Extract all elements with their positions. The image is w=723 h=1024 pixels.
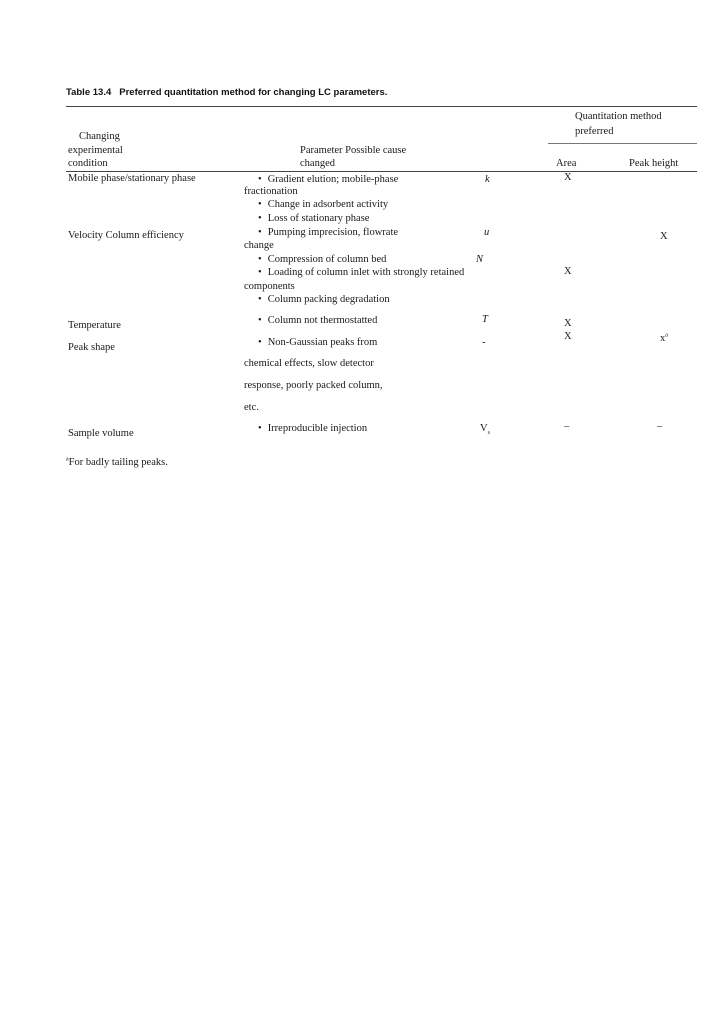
peak-height-mark: X	[660, 231, 668, 242]
parameter-u: u	[484, 227, 490, 238]
parameter-dash: -	[482, 337, 486, 348]
peak-height-mark: $x^a$	[660, 332, 668, 344]
cause-item: • Loading of column inlet with strongly retained	[258, 267, 465, 278]
header-bottom-rule	[66, 171, 697, 172]
row-condition-temperature: Temperature	[68, 320, 121, 331]
header-changed: changed	[300, 158, 335, 169]
row-condition-mobile-phase: Mobile phase/stationary phase	[68, 173, 196, 184]
peak-height-dash: –	[657, 421, 663, 432]
row-condition-peak-shape: Peak shape	[68, 342, 115, 353]
cause-continuation: response, poorly packed column,	[244, 380, 383, 391]
parameter-k: k	[485, 174, 490, 185]
cause-continuation: chemical effects, slow detector	[244, 358, 374, 369]
cause-item: • Column not thermostatted	[258, 315, 378, 326]
cause-continuation: change	[244, 240, 274, 251]
cause-item: • Gradient elution; mobile-phase	[258, 174, 399, 185]
row-condition-sample-volume: Sample volume	[68, 428, 134, 439]
header-parameter-cause: Parameter Possible cause	[300, 145, 407, 156]
cause-continuation: fractionation	[244, 186, 298, 197]
parameter-vs: $V_s$	[480, 423, 490, 437]
area-mark: X	[564, 266, 572, 277]
footnote: $^a$For badly tailing peaks.	[66, 456, 168, 468]
cause-item: • Compression of column bed	[258, 254, 387, 265]
header-changing: Changing	[79, 131, 120, 142]
parameter-t: T	[482, 314, 488, 325]
table-top-rule	[66, 106, 697, 107]
header-experimental: experimental	[68, 145, 123, 156]
cause-item: • Loss of stationary phase	[258, 213, 370, 224]
area-mark: X	[564, 318, 572, 329]
header-quantitation-method: Quantitation method	[575, 111, 662, 122]
cause-item: • Pumping imprecision, flowrate	[258, 227, 399, 238]
area-dash: –	[564, 421, 570, 432]
cause-continuation: components	[244, 281, 295, 292]
parameter-n: N	[476, 254, 484, 265]
header-condition: condition	[68, 158, 108, 169]
area-mark: X	[564, 172, 572, 183]
header-preferred: preferred	[575, 126, 614, 137]
table-number: Table 13.4	[66, 87, 112, 98]
row-condition-velocity: Velocity Column efficiency	[68, 230, 184, 241]
table-title: Preferred quantitation method for changing LC parameters.	[119, 87, 388, 98]
cause-continuation: etc.	[244, 402, 259, 413]
header-group-rule	[548, 143, 697, 144]
table-caption	[66, 87, 387, 98]
header-peak-height: Peak height	[629, 158, 679, 169]
cause-item: • Column packing degradation	[258, 294, 390, 305]
cause-item: • Irreproducible injection	[258, 423, 368, 434]
cause-item: • Change in adsorbent activity	[258, 199, 389, 210]
cause-item: • Non-Gaussian peaks from	[258, 337, 378, 348]
header-area: Area	[556, 158, 577, 169]
area-mark: X	[564, 331, 572, 342]
